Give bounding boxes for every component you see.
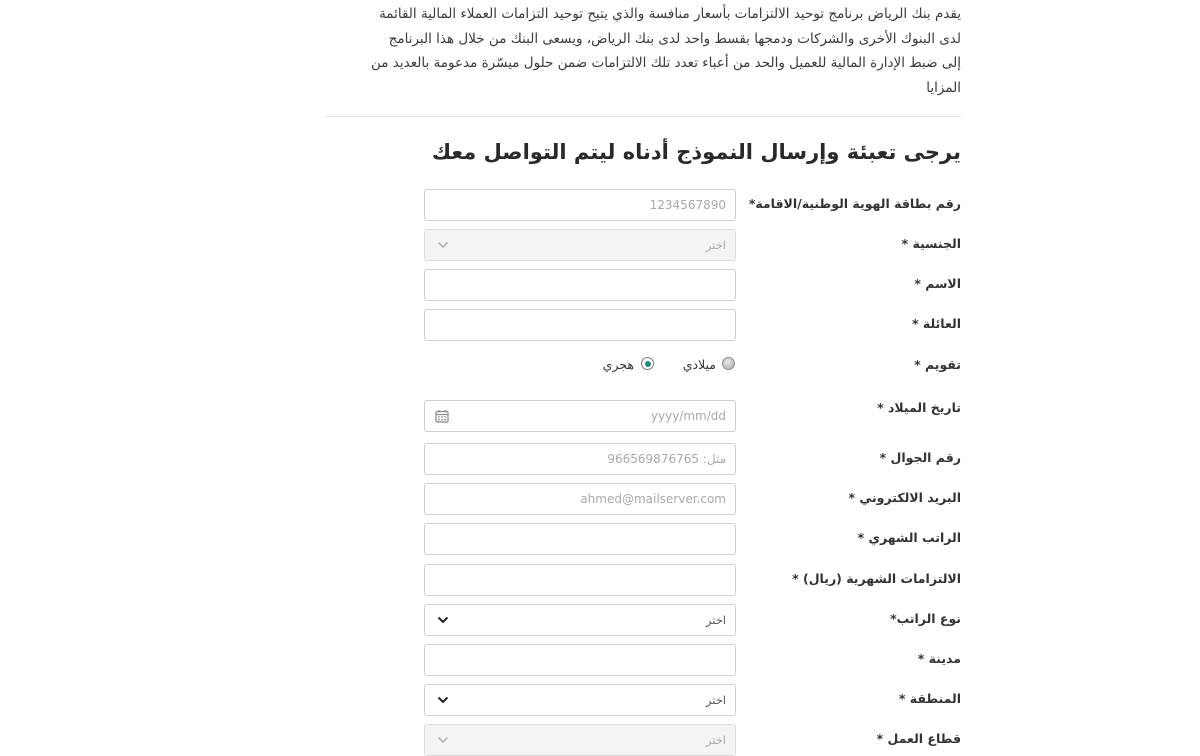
salary-type-row: [0, 604, 1200, 636]
city-field-wrap: [424, 644, 736, 676]
calendar-gregorian-label[interactable]: ميلادي: [682, 357, 716, 372]
intro-text: [325, 2, 961, 100]
intro-line: المزايا: [926, 79, 961, 96]
city-row: [0, 644, 1200, 676]
region-selected: اختر: [705, 693, 726, 707]
nationality-select[interactable]: [424, 229, 736, 261]
family-name-field-wrap: [424, 309, 736, 341]
region-label: المنطقة *: [898, 691, 961, 706]
mobile-row: [0, 443, 1200, 475]
work-sector-selected: اختر: [705, 733, 726, 747]
intro-line: يقدم بنك الرياض برنامج توحيد الالتزامات بأسعار منافسة والذي يتيح توحيد التزامات العملاء المالية القائمة: [379, 6, 961, 22]
calendar-gregorian-radio[interactable]: [722, 357, 735, 370]
work-sector-select[interactable]: [424, 724, 736, 756]
family-name-row: [0, 309, 1200, 341]
nationality-row: [0, 229, 1200, 261]
email-row: [0, 483, 1200, 515]
national-id-field-wrap: [424, 189, 736, 221]
birth-date-row: [0, 400, 1200, 432]
salary-type-selected: اختر: [705, 613, 726, 627]
family-name-label: العائلة *: [912, 316, 961, 331]
salary-input[interactable]: [425, 524, 735, 554]
birth-date-input[interactable]: [425, 401, 735, 431]
email-input[interactable]: [425, 484, 735, 514]
region-select[interactable]: [424, 684, 736, 716]
salary-label: الراتب الشهري *: [857, 530, 961, 545]
birth-date-field-wrap: [424, 400, 736, 432]
email-field-wrap: [424, 483, 736, 515]
calendar-hijri-label[interactable]: هجري: [602, 357, 634, 372]
national-id-label: رقم بطاقة الهوية الوطنية/الاقامة*: [748, 196, 961, 211]
salary-type-select[interactable]: [424, 604, 736, 636]
obligations-field-wrap: [424, 564, 736, 596]
email-label: البريد الالكتروني *: [848, 490, 961, 505]
first-name-field-wrap: [424, 269, 736, 301]
nationality-label: الجنسية *: [901, 236, 961, 251]
calendar-row: [0, 350, 1200, 382]
national-id-row: [0, 189, 1200, 221]
form-heading: يرجى تعبئة وإرسال النموذج أدناه ليتم التواصل معك: [431, 140, 961, 164]
calendar-label: تقويم *: [914, 357, 961, 372]
first-name-input[interactable]: [425, 270, 735, 300]
city-input[interactable]: [425, 645, 735, 675]
first-name-label: الاسم *: [914, 276, 961, 291]
calendar-icon[interactable]: [435, 409, 449, 423]
chevron-down-icon: [437, 735, 449, 745]
chevron-down-icon: [437, 695, 449, 705]
family-name-input[interactable]: [425, 310, 735, 340]
section-divider: [325, 116, 961, 117]
obligations-label: الالتزامات الشهرية (ريال) *: [792, 571, 961, 586]
first-name-row: [0, 269, 1200, 301]
work-sector-label: قطاع العمل *: [876, 731, 961, 746]
work-sector-row: [0, 724, 1200, 756]
salary-row: [0, 523, 1200, 555]
chevron-down-icon: [437, 615, 449, 625]
national-id-input[interactable]: [425, 190, 735, 220]
intro-line: لدى البنوك الأخرى والشركات ودمجها بقسط واحد لدى بنك الرياض، ويسعى البنك من خلال هذا البرنامج: [388, 30, 961, 47]
chevron-down-icon: [437, 240, 449, 250]
calendar-hijri-radio[interactable]: [641, 357, 654, 370]
obligations-input[interactable]: [425, 565, 735, 595]
obligations-row: [0, 564, 1200, 596]
mobile-input[interactable]: [425, 444, 735, 474]
nationality-selected: اختر: [705, 238, 726, 252]
mobile-field-wrap: [424, 443, 736, 475]
mobile-label: رقم الجوال *: [879, 450, 961, 465]
birth-date-label: تاريخ الميلاد *: [877, 400, 961, 415]
city-label: مدينة *: [917, 651, 961, 666]
intro-line: إلى ضبط الإدارة المالية للعميل والحد من أعباء تعدد تلك الالتزامات ضمن حلول ميسّرة مدعومة بالعديد من: [371, 55, 961, 71]
salary-type-label: نوع الراتب*: [890, 611, 961, 626]
region-row: [0, 684, 1200, 716]
salary-field-wrap: [424, 523, 736, 555]
